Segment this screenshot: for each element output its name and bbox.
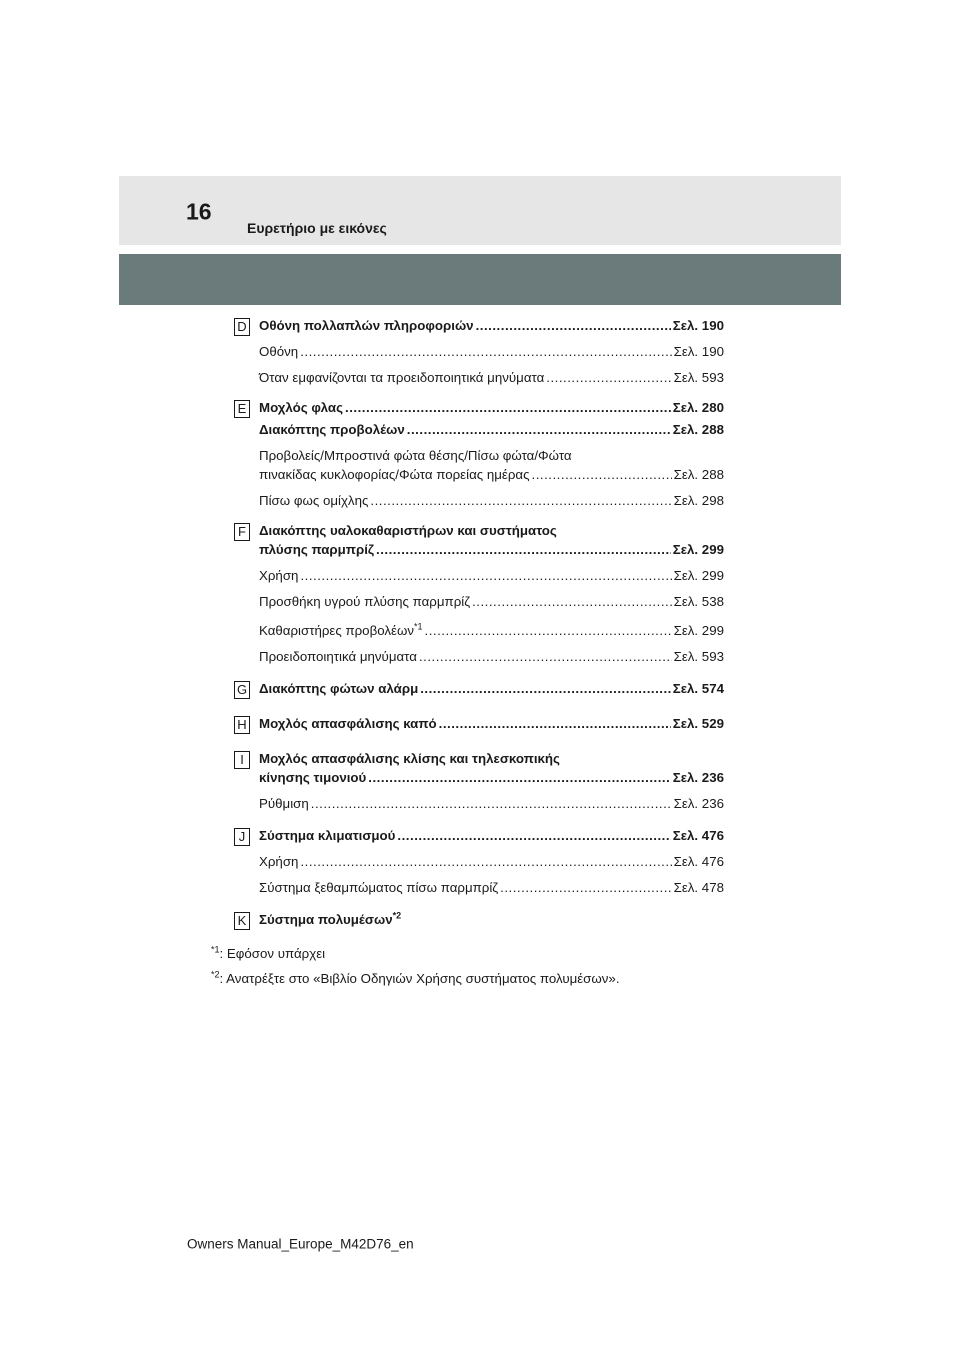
section-badge-g: G bbox=[234, 681, 250, 699]
page-number: 16 bbox=[186, 198, 212, 225]
dot-leader bbox=[546, 368, 671, 387]
entry-page: Σελ. 299 bbox=[673, 568, 724, 583]
index-entry-main[interactable] bbox=[259, 768, 724, 787]
entry-label: Προειδοποιητικά μηνύματα bbox=[259, 649, 417, 664]
entry-label: Όταν εμφανίζονται τα προειδοποιητικά μηνύματα bbox=[259, 370, 545, 385]
index-entry-sub[interactable] bbox=[259, 621, 724, 640]
section-badge-h: H bbox=[234, 716, 250, 734]
index-entry-main[interactable] bbox=[259, 316, 724, 335]
header-band bbox=[119, 176, 841, 245]
entry-page: Σελ. 236 bbox=[672, 770, 724, 785]
dot-leader bbox=[472, 592, 672, 611]
section-j bbox=[232, 826, 724, 897]
section-g bbox=[232, 679, 724, 698]
dot-leader bbox=[407, 420, 671, 439]
entry-label: κίνησης τιμονιού bbox=[259, 770, 367, 785]
index-entry-main[interactable] bbox=[259, 826, 724, 845]
footnote-2 bbox=[211, 969, 620, 988]
dot-leader bbox=[311, 794, 672, 813]
dot-leader bbox=[439, 714, 671, 733]
index-entry-sub[interactable] bbox=[259, 794, 724, 813]
entry-page: Σελ. 538 bbox=[673, 594, 724, 609]
footnote-mark: *2 bbox=[392, 910, 402, 921]
entry-page: Σελ. 190 bbox=[672, 318, 724, 333]
header-bar bbox=[119, 254, 841, 305]
entry-label: Ρύθμιση bbox=[259, 796, 309, 811]
entry-label: Οθόνη bbox=[259, 344, 299, 359]
entry-page: Σελ. 280 bbox=[672, 400, 724, 415]
index-entry-main[interactable] bbox=[259, 540, 724, 559]
footnote-text: : Ανατρέξτε στο «Βιβλίο Οδηγιών Χρήσης συστήματος πολυμέσων». bbox=[219, 971, 620, 986]
section-h bbox=[232, 714, 724, 733]
index-entry-sub[interactable] bbox=[259, 647, 724, 666]
section-badge-e: E bbox=[234, 400, 250, 418]
index-entry-sub[interactable] bbox=[259, 491, 724, 510]
entry-label: Σύστημα ξεθαμπώματος πίσω παρμπρίζ bbox=[259, 880, 499, 895]
entry-label: Χρήση bbox=[259, 568, 299, 583]
dot-leader bbox=[300, 852, 671, 871]
entry-page: Σελ. 529 bbox=[672, 716, 724, 731]
dot-leader bbox=[376, 540, 671, 559]
index-entry-sub[interactable] bbox=[259, 878, 724, 897]
footnote-mark: *1 bbox=[211, 944, 220, 955]
entry-label bbox=[259, 621, 423, 640]
footnotes bbox=[211, 944, 620, 994]
dot-leader bbox=[368, 768, 670, 787]
index-entry-sub[interactable] bbox=[259, 342, 724, 361]
entry-label: Μοχλός φλας bbox=[259, 400, 344, 415]
footnote-mark: *2 bbox=[211, 969, 220, 980]
section-badge-d: D bbox=[234, 318, 250, 336]
entry-label: πλύσης παρμπρίζ bbox=[259, 542, 375, 557]
entry-page: Σελ. 236 bbox=[673, 796, 724, 811]
section-f bbox=[232, 521, 724, 666]
entry-label: Μοχλός απασφάλισης καπό bbox=[259, 716, 437, 731]
entry-label: Προσθήκη υγρού πλύσης παρμπρίζ bbox=[259, 594, 471, 609]
entry-label: Σύστημα κλιματισμού bbox=[259, 828, 396, 843]
entry-page: Σελ. 298 bbox=[673, 493, 724, 508]
section-title: Ευρετήριο με εικόνες bbox=[247, 220, 387, 236]
index-entry-sub[interactable] bbox=[259, 465, 724, 484]
entry-page: Σελ. 593 bbox=[673, 649, 724, 664]
entry-label: Πίσω φως ομίχλης bbox=[259, 493, 369, 508]
dot-leader bbox=[500, 878, 671, 897]
index-entry-sub[interactable] bbox=[259, 566, 724, 585]
footnote-1 bbox=[211, 944, 620, 963]
entry-label: Οθόνη πολλαπλών πληροφοριών bbox=[259, 318, 474, 333]
footnote-text: : Εφόσον υπάρχει bbox=[219, 946, 326, 961]
index-entry-main[interactable] bbox=[259, 679, 724, 698]
entry-page: Σελ. 476 bbox=[672, 828, 724, 843]
section-k bbox=[232, 910, 724, 929]
dot-leader bbox=[397, 826, 670, 845]
section-i bbox=[232, 749, 724, 813]
section-badge-j: J bbox=[234, 828, 250, 846]
footnote-mark: *1 bbox=[413, 621, 423, 632]
section-e bbox=[232, 398, 724, 510]
index-content bbox=[232, 316, 724, 929]
entry-label-text: Καθαριστήρες προβολέων bbox=[259, 623, 414, 638]
dot-leader bbox=[300, 342, 671, 361]
section-d bbox=[232, 316, 724, 387]
entry-page: Σελ. 299 bbox=[673, 623, 724, 638]
entry-label: Διακόπτης φώτων αλάρμ bbox=[259, 681, 419, 696]
entry-label: Σύστημα πολυμέσων bbox=[259, 912, 393, 927]
entry-label: πινακίδας κυκλοφορίας/Φώτα πορείας ημέρας bbox=[259, 467, 530, 482]
entry-label: Χρήση bbox=[259, 854, 299, 869]
dot-leader bbox=[420, 679, 671, 698]
dot-leader bbox=[345, 398, 671, 417]
entry-page: Σελ. 299 bbox=[672, 542, 724, 557]
dot-leader bbox=[425, 621, 672, 640]
index-entry-main[interactable] bbox=[259, 398, 724, 417]
dot-leader bbox=[300, 566, 671, 585]
dot-leader bbox=[476, 316, 671, 335]
section-badge-i: I bbox=[234, 751, 250, 769]
index-entry-sub[interactable] bbox=[259, 368, 724, 387]
dot-leader bbox=[532, 465, 672, 484]
entry-page: Σελ. 476 bbox=[673, 854, 724, 869]
entry-page: Σελ. 190 bbox=[673, 344, 724, 359]
entry-label-line: Προβολείς/Μπροστινά φώτα θέσης/Πίσω φώτα/Φώτα bbox=[259, 448, 572, 463]
index-entry-main[interactable] bbox=[259, 420, 724, 439]
entry-label-line: Μοχλός απασφάλισης κλίσης και τηλεσκοπικής bbox=[259, 751, 560, 766]
section-badge-f: F bbox=[234, 523, 250, 541]
dot-leader bbox=[370, 491, 671, 510]
index-entry-sub[interactable] bbox=[259, 592, 724, 611]
index-entry-main[interactable] bbox=[259, 910, 724, 929]
index-entry-sub[interactable] bbox=[259, 852, 724, 871]
entry-label-line: Διακόπτης υαλοκαθαριστήρων και συστήματος bbox=[259, 523, 557, 538]
entry-page: Σελ. 478 bbox=[673, 880, 724, 895]
section-badge-k: K bbox=[234, 912, 250, 930]
index-entry-main[interactable] bbox=[259, 714, 724, 733]
entry-page: Σελ. 574 bbox=[672, 681, 724, 696]
dot-leader bbox=[419, 647, 672, 666]
entry-page: Σελ. 288 bbox=[673, 467, 724, 482]
entry-page: Σελ. 593 bbox=[673, 370, 724, 385]
footer-text: Owners Manual_Europe_M42D76_en bbox=[187, 1236, 414, 1252]
entry-page: Σελ. 288 bbox=[672, 422, 724, 437]
entry-label: Διακόπτης προβολέων bbox=[259, 422, 405, 437]
